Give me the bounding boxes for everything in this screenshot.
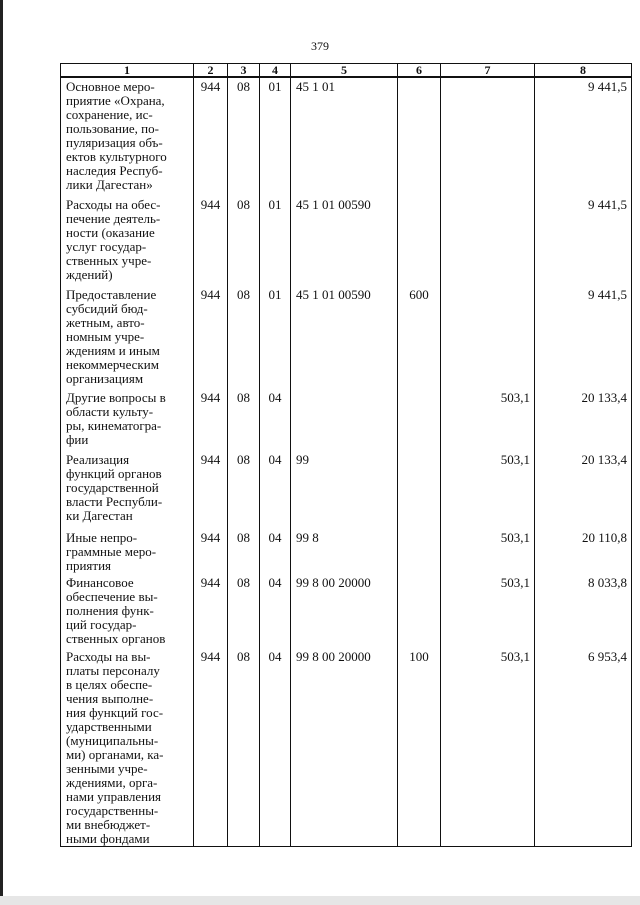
row-name-line: Расходы на вы- [66, 649, 151, 664]
expense-type-cell [398, 77, 441, 196]
amount-col7-cell [441, 286, 535, 389]
header-col-2: 2 [194, 64, 228, 78]
expense-type-cell [398, 451, 441, 529]
amount-col7-cell: 503,1 [441, 451, 535, 529]
row-name-line: некоммерческим [66, 357, 159, 372]
row-name-line: Финансовое [66, 575, 134, 590]
row-name-line: номным учре- [66, 329, 145, 344]
amount-col7-cell [441, 77, 535, 196]
row-name-line: ми внебюджет- [66, 817, 151, 832]
target-article-cell: 99 8 00 20000 [291, 574, 398, 648]
row-name-line: ждений) [66, 267, 113, 282]
expense-type-cell: 600 [398, 286, 441, 389]
row-name-line: власти Республи- [66, 494, 163, 509]
row-name-line: Расходы на обес- [66, 197, 161, 212]
row-name-line: наследия Респуб- [66, 163, 163, 178]
header-col-7: 7 [441, 64, 535, 78]
row-name-line: ности (оказание [66, 225, 155, 240]
admin-code-cell: 944 [194, 529, 228, 574]
amount-col7-cell: 503,1 [441, 574, 535, 648]
amount-col7-cell: 503,1 [441, 389, 535, 451]
table-row [61, 574, 632, 648]
row-name-line: Предоставление [66, 287, 157, 302]
admin-code-cell: 944 [194, 77, 228, 196]
target-article-cell [291, 389, 398, 451]
row-name-line: пользование, по- [66, 121, 159, 136]
expense-type-cell [398, 196, 441, 286]
subsection-code-cell: 04 [260, 574, 291, 648]
row-name-line: Другие вопросы в [66, 390, 166, 405]
row-name-cell [61, 77, 194, 196]
admin-code-cell: 944 [194, 196, 228, 286]
row-name-line: ми) органами, ка- [66, 747, 164, 762]
row-name-line: платы персоналу [66, 663, 160, 678]
row-name-line: ры, кинематогра- [66, 418, 162, 433]
amount-col7-cell: 503,1 [441, 529, 535, 574]
table-header-row [61, 64, 632, 78]
row-name-cell [61, 648, 194, 847]
target-article-cell: 99 [291, 451, 398, 529]
row-name-line: чения выполне- [66, 691, 154, 706]
target-article-cell: 45 1 01 00590 [291, 286, 398, 389]
row-name-cell [61, 389, 194, 451]
table-row [61, 77, 632, 196]
row-name-line: лики Дагестан» [66, 177, 153, 192]
header-col-4: 4 [260, 64, 291, 78]
row-name-line: Основное меро- [66, 79, 155, 94]
amount-col8-cell: 6 953,4 [535, 648, 632, 847]
subsection-code-cell: 01 [260, 77, 291, 196]
amount-col8-cell: 20 133,4 [535, 389, 632, 451]
row-name-line: в целях обеспе- [66, 677, 153, 692]
header-col-3: 3 [228, 64, 260, 78]
target-article-cell: 99 8 [291, 529, 398, 574]
header-col-6: 6 [398, 64, 441, 78]
row-name-cell [61, 529, 194, 574]
row-name-line: жетным, авто- [66, 315, 145, 330]
expense-type-cell [398, 574, 441, 648]
row-name-line: ственных органов [66, 631, 166, 646]
amount-col8-cell: 20 133,4 [535, 451, 632, 529]
amount-col8-cell: 9 441,5 [535, 196, 632, 286]
expense-type-cell: 100 [398, 648, 441, 847]
row-name-line: ударственными [66, 719, 152, 734]
row-name-cell [61, 574, 194, 648]
expense-type-cell [398, 529, 441, 574]
row-name-cell [61, 286, 194, 389]
table-row [61, 648, 632, 847]
row-name-line: зенными учре- [66, 761, 148, 776]
target-article-cell: 45 1 01 00590 [291, 196, 398, 286]
table-body [61, 77, 632, 847]
section-code-cell: 08 [228, 574, 260, 648]
subsection-code-cell: 01 [260, 286, 291, 389]
subsection-code-cell: 04 [260, 648, 291, 847]
row-name-line: граммные меро- [66, 544, 157, 559]
section-code-cell: 08 [228, 648, 260, 847]
row-name-line: фии [66, 432, 89, 447]
row-name-line: нами управления [66, 789, 162, 804]
amount-col8-cell: 8 033,8 [535, 574, 632, 648]
row-name-line: субсидий бюд- [66, 301, 148, 316]
table-row [61, 529, 632, 574]
section-code-cell: 08 [228, 529, 260, 574]
section-code-cell: 08 [228, 196, 260, 286]
subsection-code-cell: 01 [260, 196, 291, 286]
budget-table [60, 63, 632, 847]
page-number: 379 [311, 39, 329, 53]
admin-code-cell: 944 [194, 389, 228, 451]
row-name-line: организациям [66, 371, 144, 386]
section-code-cell: 08 [228, 77, 260, 196]
row-name-line: (муниципальны- [66, 733, 159, 748]
amount-col8-cell: 20 110,8 [535, 529, 632, 574]
row-name-line: обеспечение вы- [66, 589, 158, 604]
section-code-cell: 08 [228, 451, 260, 529]
row-name-line: ций государ- [66, 617, 137, 632]
row-name-line: ки Дагестан [66, 508, 133, 523]
row-name-line: полнения функ- [66, 603, 154, 618]
row-name-cell [61, 451, 194, 529]
admin-code-cell: 944 [194, 574, 228, 648]
table-row [61, 389, 632, 451]
section-code-cell: 08 [228, 286, 260, 389]
row-name-line: ственных учре- [66, 253, 152, 268]
amount-col8-cell: 9 441,5 [535, 286, 632, 389]
row-name-line: приятия [66, 558, 112, 573]
row-name-line: приятие «Охрана, [66, 93, 165, 108]
subsection-code-cell: 04 [260, 529, 291, 574]
target-article-cell: 99 8 00 20000 [291, 648, 398, 847]
row-name-line: ждениям и иным [66, 343, 160, 358]
row-name-line: функций органов [66, 466, 162, 481]
row-name-line: государственны- [66, 803, 159, 818]
header-col-8: 8 [535, 64, 632, 78]
row-name-line: услуг государ- [66, 239, 147, 254]
admin-code-cell: 944 [194, 286, 228, 389]
row-name-line: ждениями, орга- [66, 775, 158, 790]
scan-left-edge [0, 0, 3, 905]
scan-bottom-strip [0, 896, 640, 905]
row-name-line: ния функций гос- [66, 705, 164, 720]
subsection-code-cell: 04 [260, 451, 291, 529]
section-code-cell: 08 [228, 389, 260, 451]
row-name-line: области культу- [66, 404, 154, 419]
target-article-cell: 45 1 01 [291, 77, 398, 196]
amount-col7-cell [441, 196, 535, 286]
header-col-5: 5 [291, 64, 398, 78]
amount-col8-cell: 9 441,5 [535, 77, 632, 196]
admin-code-cell: 944 [194, 451, 228, 529]
row-name-line: ектов культурного [66, 149, 167, 164]
row-name-cell [61, 196, 194, 286]
row-name-line: ными фондами [66, 831, 150, 846]
expense-type-cell [398, 389, 441, 451]
row-name-line: пуляризация объ- [66, 135, 163, 150]
amount-col7-cell: 503,1 [441, 648, 535, 847]
row-name-line: печение деятель- [66, 211, 161, 226]
header-col-1: 1 [61, 64, 194, 78]
admin-code-cell: 944 [194, 648, 228, 847]
table-row [61, 196, 632, 286]
row-name-line: Иные непро- [66, 530, 138, 545]
row-name-line: Реализация [66, 452, 130, 467]
row-name-line: сохранение, ис- [66, 107, 153, 122]
table-row [61, 451, 632, 529]
row-name-line: государственной [66, 480, 159, 495]
subsection-code-cell: 04 [260, 389, 291, 451]
table-row [61, 286, 632, 389]
